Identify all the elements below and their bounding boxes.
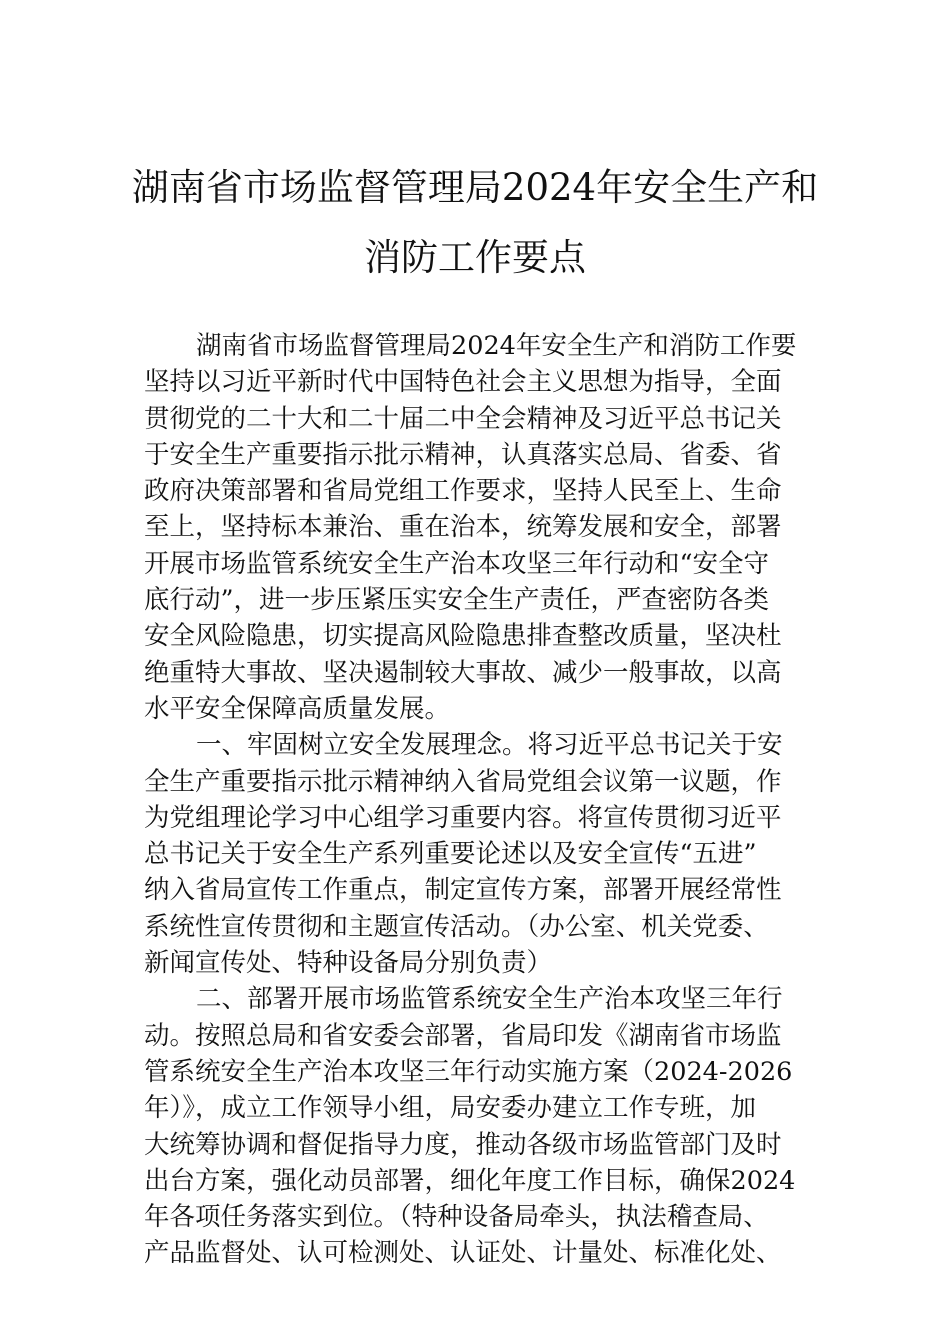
body-line: 为党组理论学习中心组学习重要内容。将宣传贯彻习近平: [144, 802, 782, 833]
body-line: 全生产重要指示批示精神纳入省局党组会议第一议题，作: [144, 766, 782, 797]
body-line: 政府决策部署和省局党组工作要求，坚持人民至上、生命: [144, 476, 782, 507]
body-line: 绝重特大事故、坚决遏制较大事故、减少一般事故，以高: [144, 657, 782, 688]
body-line: 至上，坚持标本兼治、重在治本，统筹发展和安全，部署: [144, 512, 782, 543]
body-line: 底行动”，进一步压紧压实安全生产责任，严查密防各类: [144, 585, 770, 616]
body-line: 二、部署开展市场监管系统安全生产治本攻坚三年行: [196, 984, 783, 1015]
document-title-line-1: 湖南省市场监督管理局2024年安全生产和: [131, 166, 819, 209]
body-line: 系统性宣传贯彻和主题宣传活动。（办公室、机关党委、: [144, 911, 769, 942]
body-line: 新闻宣传处、特种设备局分别负责）: [144, 948, 553, 979]
body-line: 管系统安全生产治本攻坚三年行动实施方案（2024-2026: [144, 1056, 793, 1087]
body-line: 湖南省市场监督管理局2024年安全生产和消防工作要: [196, 331, 797, 361]
document-title-line-2: 消防工作要点: [364, 236, 586, 279]
body-line: 年各项任务落实到位。（特种设备局牵头，执法稽查局、: [144, 1202, 769, 1233]
body-line: 安全风险隐患，切实提高风险隐患排查整改质量，坚决杜: [144, 621, 782, 652]
body-line: 贯彻党的二十大和二十届二中全会精神及习近平总书记关: [144, 403, 782, 434]
body-line: 一、牢固树立安全发展理念。将习近平总书记关于安: [196, 730, 783, 761]
body-line: 坚持以习近平新时代中国特色社会主义思想为指导，全面: [144, 367, 782, 398]
body-line: 年）》，成立工作领导小组，局安委办建立工作专班，加: [144, 1093, 757, 1124]
document-body: [144, 328, 814, 1272]
body-line: 开展市场监管系统安全生产治本攻坚三年行动和“安全守: [144, 548, 770, 579]
body-line: 于安全生产重要指示批示精神，认真落实总局、省委、省: [144, 439, 782, 470]
body-line: 动。按照总局和省安委会部署，省局印发《湖南省市场监: [144, 1020, 782, 1051]
body-line: 水平安全保障高质量发展。: [144, 693, 451, 724]
body-line: 产品监督处、认可检测处、认证处、计量处、标准化处、: [144, 1238, 782, 1269]
body-line: 出台方案，强化动员部署，细化年度工作目标，确保2024: [144, 1165, 796, 1196]
body-line: 大统筹协调和督促指导力度，推动各级市场监管部门及时: [144, 1129, 782, 1160]
body-line: 纳入省局宣传工作重点，制定宣传方案，部署开展经常性: [144, 875, 782, 906]
body-line: 总书记关于安全生产系列重要论述以及安全宣传“五进”: [144, 839, 757, 870]
